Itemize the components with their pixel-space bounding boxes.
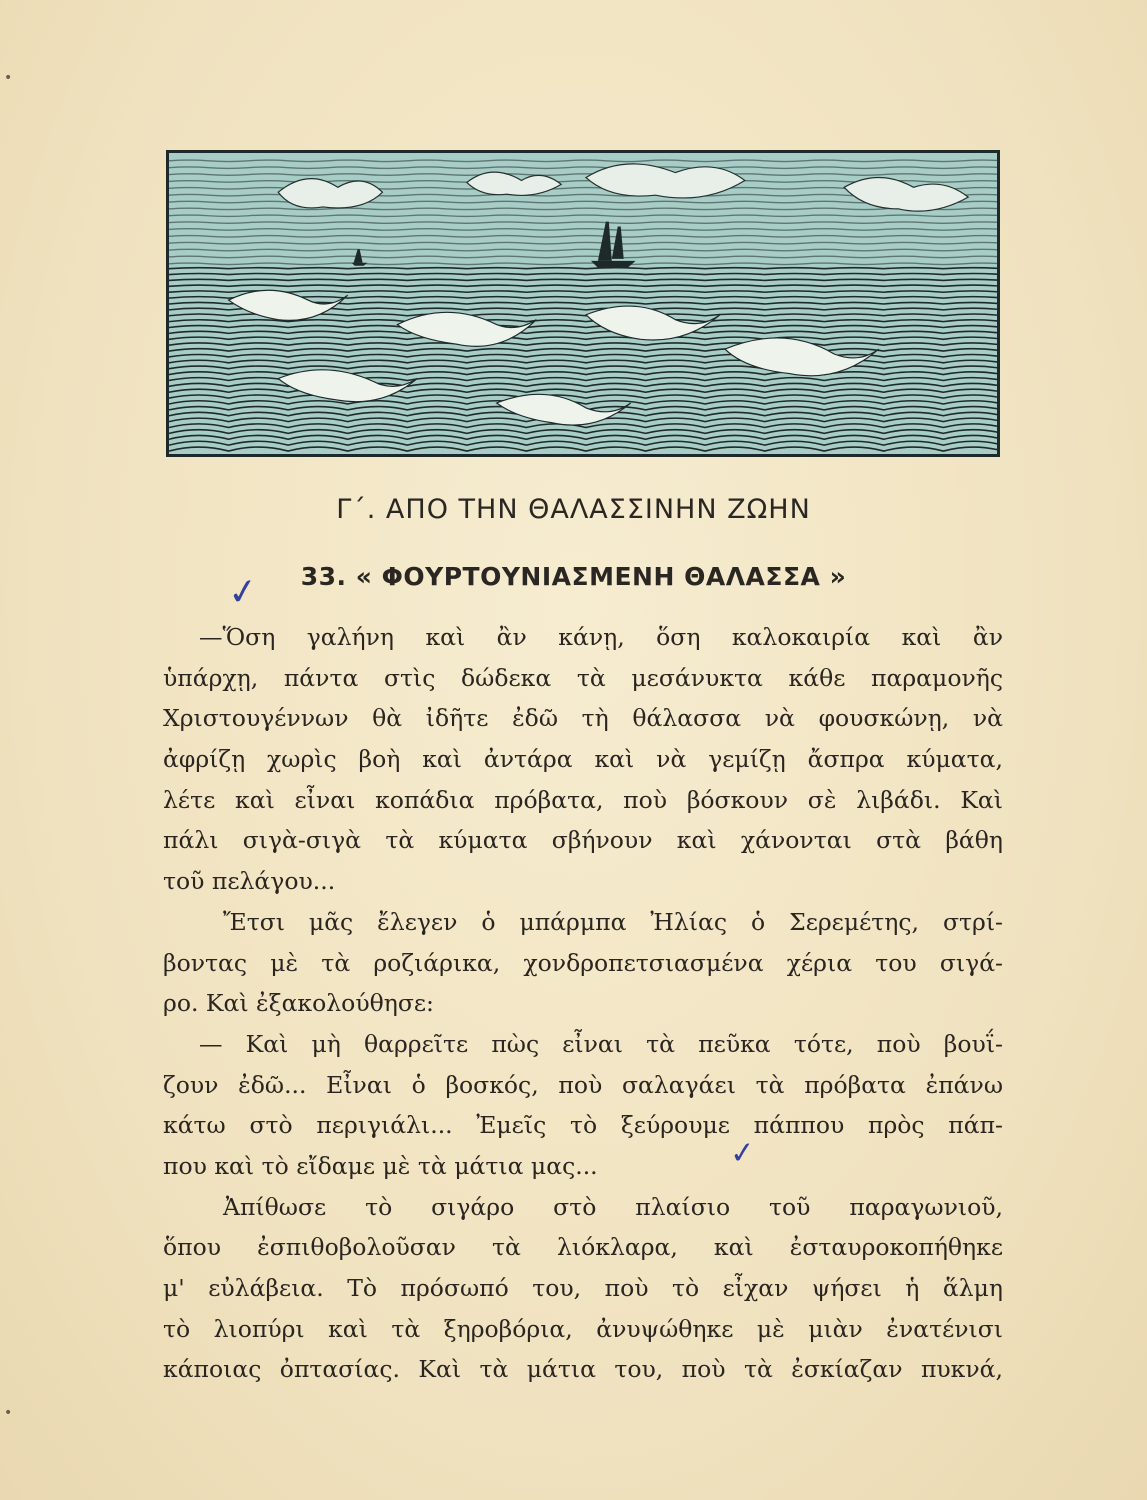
text-line: Χριστουγέννων θὰ ἰδῆτε ἐδῶ τὴ θάλασσα νὰ φουσκώνῃ, νὰ	[163, 704, 1003, 733]
text-line: ὅπου ἐσπιθοβολοῦσαν τὰ λιόκλαρα, καὶ ἐσταυροκοπήθηκε	[163, 1233, 1003, 1262]
text-line: βοντας μὲ τὰ ροζιάρικα, χονδροπετσιασμένα χέρια του σιγά-	[163, 948, 1003, 977]
text-line: πάλι σιγὰ-σιγὰ τὰ κύματα σβήνουν καὶ χάνονται στὰ βάθη	[163, 826, 1003, 855]
text-line: ἀφρίζῃ χωρὶς βοὴ καὶ ἀντάρα καὶ νὰ γεμίζῃ ἄσπρα κύματα,	[163, 745, 1003, 774]
text-line: τοῦ πελάγου...	[163, 867, 336, 896]
text-line: — Καὶ μὴ θαρρεῖτε πὼς εἶναι τὰ πεῦκα τότε, ποὺ βουΐ-	[199, 1029, 1003, 1058]
text-line: κάποιας ὀπτασίας. Καὶ τὰ μάτια του, ποὺ τὰ ἐσκίαζαν πυκνά,	[163, 1355, 1003, 1384]
text-line: κάτω στὸ περιγιάλι... Ἐμεῖς τὸ ξεύρουμε πάππου πρὸς πάπ-	[163, 1111, 1003, 1140]
chapter-title: 33. « ΦΟΥΡΤΟΥΝΙΑΣΜΕΝΗ ΘΑΛΑΣΣΑ »	[300, 562, 847, 591]
text-line: ρο. Καὶ ἐξακολούθησε:	[163, 989, 434, 1018]
section-heading: Γ΄. ΑΠΟ ΤΗΝ ΘΑΛΑΣΣΙΝΗΝ ΖΩΗΝ	[336, 494, 811, 525]
text-line: Ἔτσι μᾶς ἔλεγεν ὁ μπάρμπα Ἠλίας ὁ Σερεμέτης, στρί-	[223, 907, 1003, 936]
handwritten-check-mark: ✓	[225, 570, 261, 615]
text-line: Ἀπίθωσε τὸ σιγάρο στὸ πλαίσιο τοῦ παραγωνιοῦ,	[223, 1192, 1003, 1221]
handwritten-check-mark: ✓	[728, 1134, 757, 1173]
text-line: —Ὅση γαλήνη καὶ ἂν κάνῃ, ὅση καλοκαιρία καὶ ἂν	[199, 623, 1003, 651]
margin-speck: •	[4, 1405, 13, 1421]
body-text	[163, 617, 1003, 1390]
text-line: ζουν ἐδῶ... Εἶναι ὁ βοσκός, ποὺ σαλαγάει τὰ πρόβατα ἐπάνω	[163, 1070, 1003, 1099]
text-line: λέτε καὶ εἶναι κοπάδια πρόβατα, ποὺ βόσκουν σὲ λιβάδι. Καὶ	[163, 785, 1003, 814]
text-line: ὑπάρχῃ, πάντα στὶς δώδεκα τὰ μεσάνυκτα κάθε παραμονῆς	[163, 663, 1003, 692]
text-line: τὸ λιοπύρι καὶ τὰ ξηροβόρια, ἀνυψώθηκε μὲ μιὰν ἐνατένισι	[163, 1314, 1003, 1343]
margin-speck: •	[4, 70, 13, 86]
text-line: που καὶ τὸ εἴδαμε μὲ τὰ μάτια μας...	[163, 1151, 598, 1180]
text-line: μ' εὐλάβεια. Τὸ πρόσωπό του, ποὺ τὸ εἶχαν ψήσει ἡ ἅλμη	[163, 1274, 1003, 1302]
stormy-sea-illustration	[166, 150, 1000, 457]
